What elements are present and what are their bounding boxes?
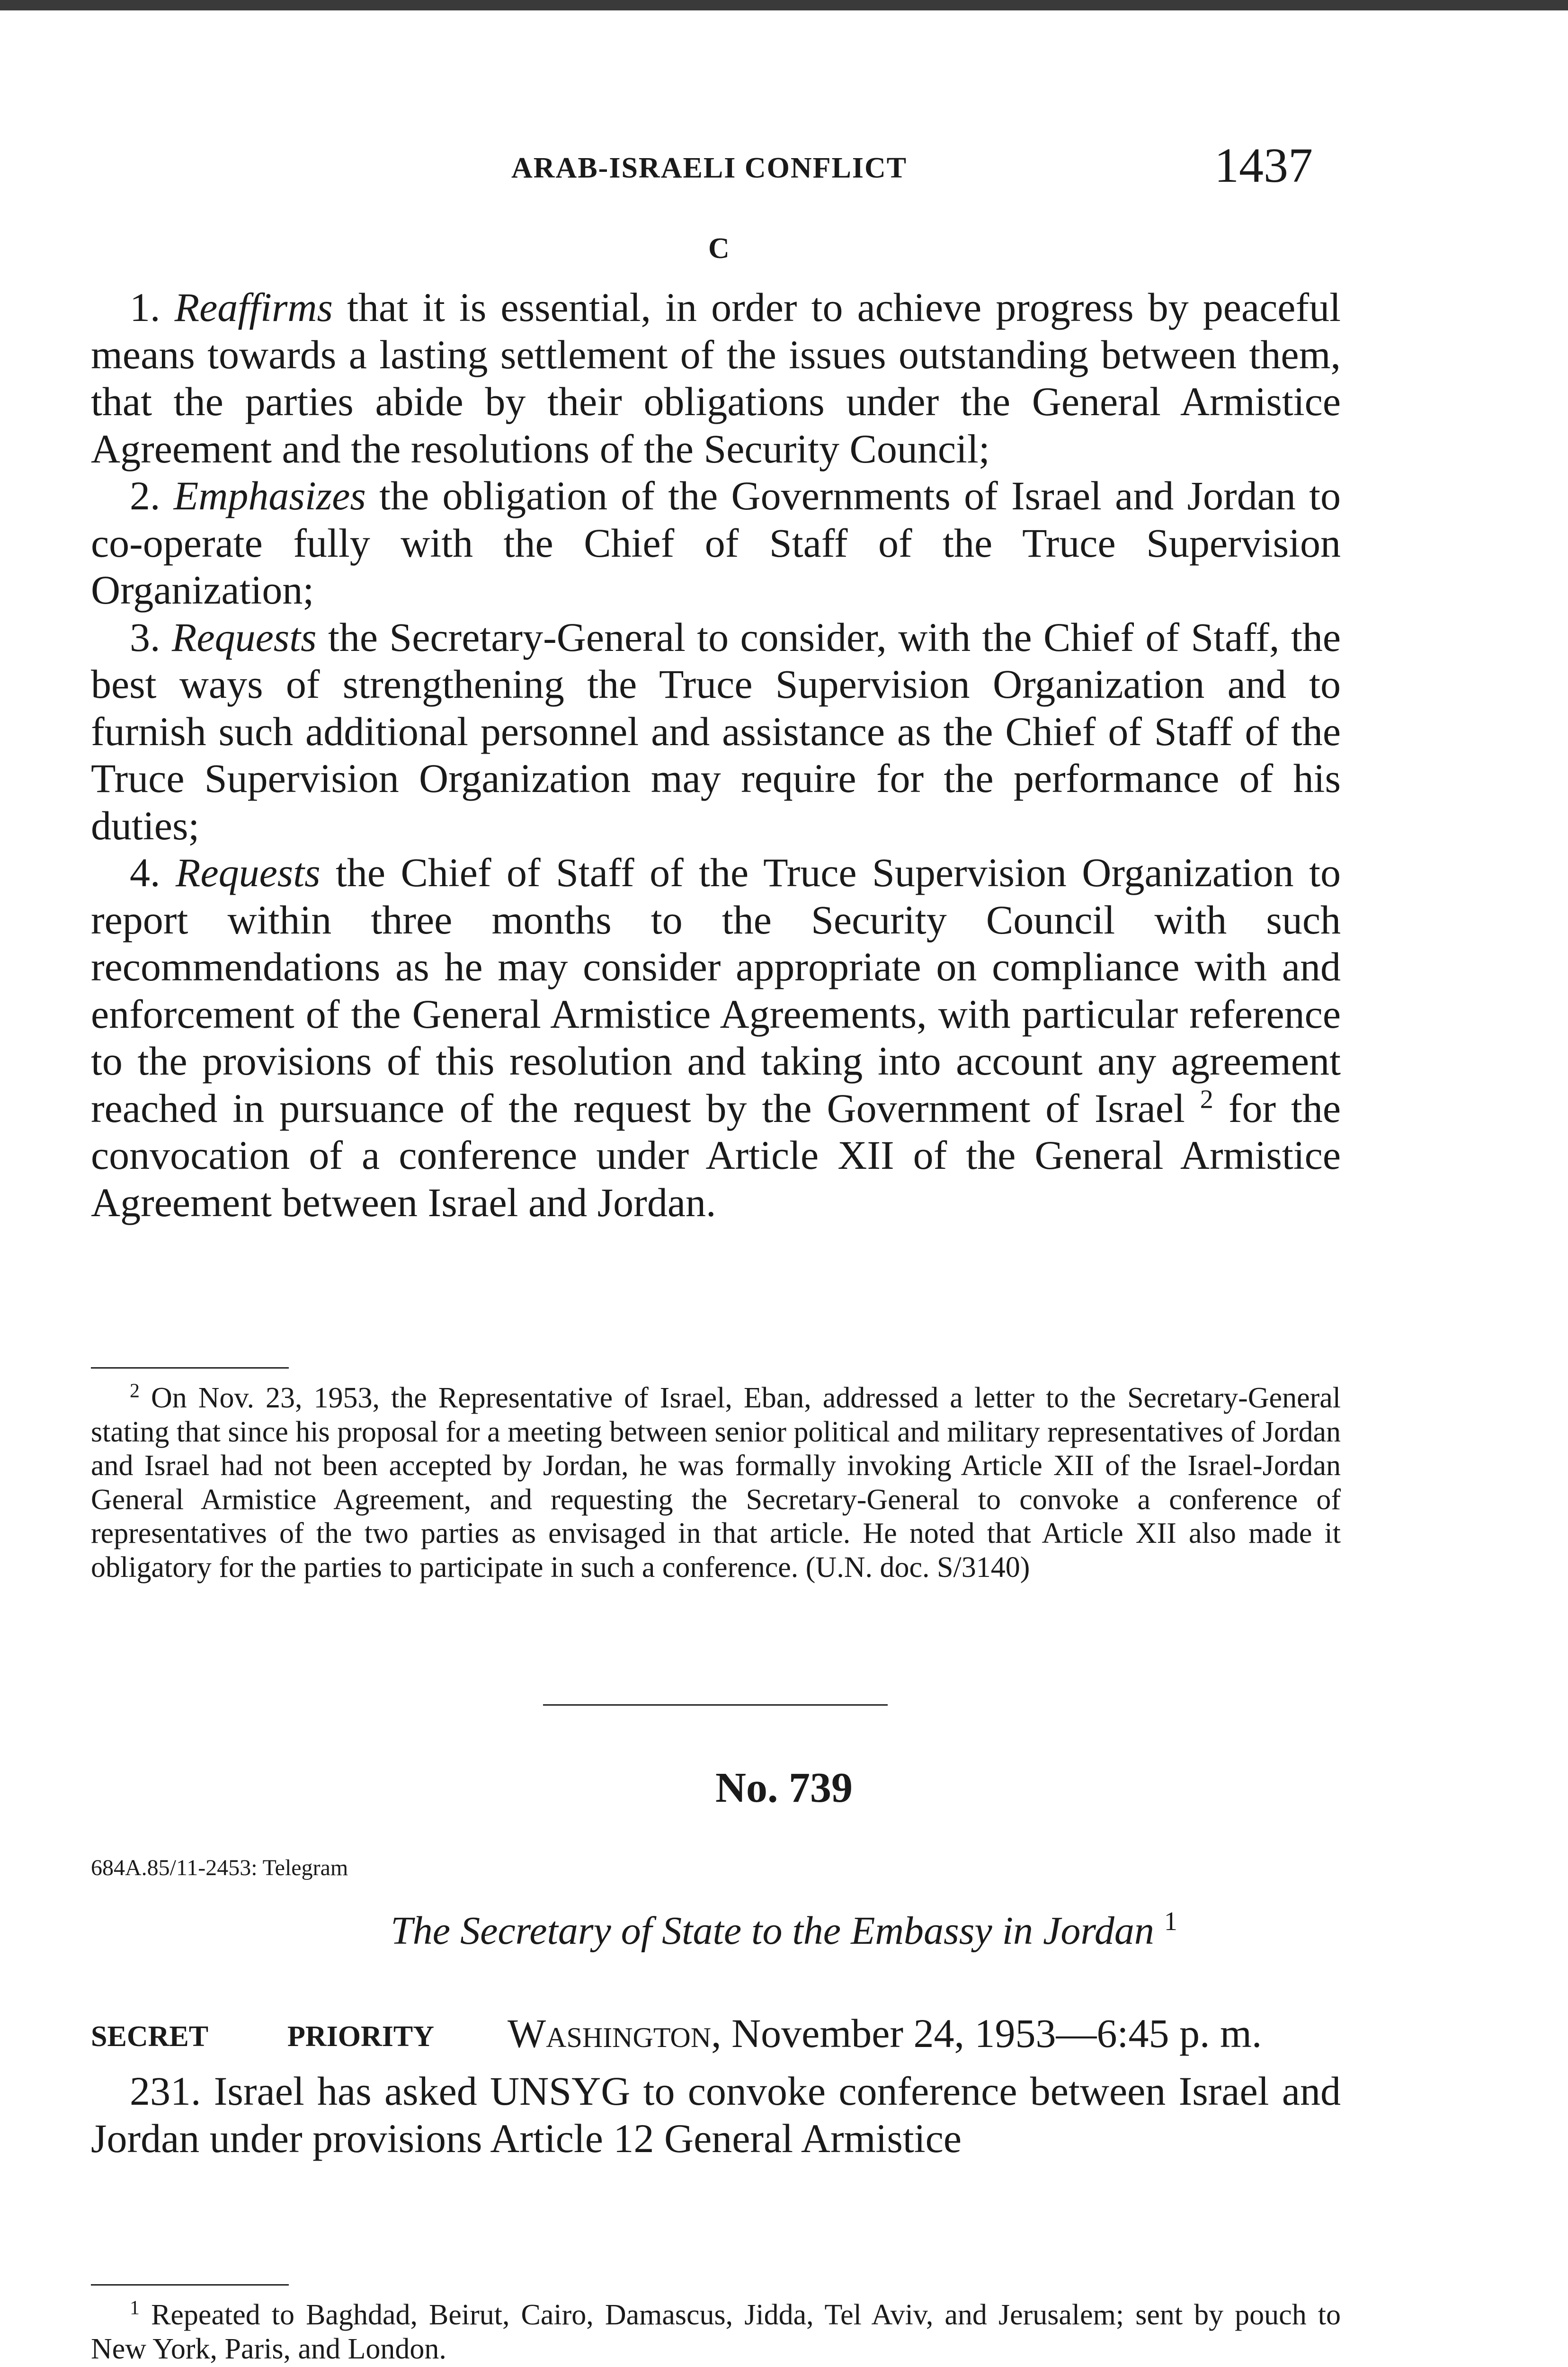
resolution-paragraph-2 — [91, 472, 1341, 614]
resolution-text — [91, 284, 1341, 1226]
document-title — [0, 1908, 1568, 1954]
paragraph-text: that it is essential, in order to achieve progress by peaceful means towards a lasting settlement of the issues outstanding between them, that the parties abide by their obligations under the General Armistice Agreement and the resolutions of the Security Council; — [91, 285, 1341, 472]
footnote-mark: 2 — [130, 1380, 140, 1402]
scan-top-edge — [0, 0, 1568, 10]
footnote-rule — [91, 1367, 289, 1369]
section-divider — [543, 1704, 888, 1706]
page-number: 1437 — [1214, 138, 1313, 193]
paragraph-text: the Chief of Staff of the Truce Supervision Organization to report within three months to the Security Council with such recommendations as he may consider appropriate on compliance with and enforcement of the General Armistice Agreements, with particular reference to the provisions of this resolution and taking into account any agreement reached in pursuance of the request by the Government of Israel — [91, 850, 1341, 1131]
resolution-paragraph-3 — [91, 614, 1341, 850]
paragraph-text: the obligation of the Governments of Israel and Jordan to co-operate fully with the Chief of Staff of the Truce Supervision Organization; — [91, 473, 1341, 613]
paragraph-number: 2. — [130, 473, 160, 518]
operative-verb: Reaffirms — [174, 285, 333, 330]
classification: SECRET — [91, 2020, 209, 2053]
paragraph-text: the Secretary-General to consider, with the Chief of Staff, the best ways of strengthening the Truce Supervision Organization and to furnish such additional personnel and assistance as the Chief of Staff of the Truce Supervision Organization may require for the performance of his duties; — [91, 614, 1341, 848]
file-reference: 684A.85/11-2453: Telegram — [91, 1855, 348, 1880]
footnote-text: On Nov. 23, 1953, the Representative of Israel, Eban, addressed a letter to the Secretary-General stating that since his proposal for a meeting between senior political and military representatives of Jordan and Israel had not been accepted by Jordan, he was formally invoking Article XII of the Israel-Jordan General Armistice Agreement, and requesting the Secretary-General to convoke a conference of representatives of the two parties as envisaged in that article. He noted that Article XII also made it obligatory for the parties to participate in such a conference. (U.N. doc. S/3140) — [91, 1382, 1341, 1584]
footnote-mark: 1 — [130, 2297, 140, 2319]
footnote-rule — [91, 2284, 289, 2286]
operative-verb: Emphasizes — [173, 473, 366, 518]
footnote-1 — [91, 2298, 1341, 2366]
footnote-reference: 2 — [1200, 1084, 1213, 1114]
footnote-text: Repeated to Baghdad, Beirut, Cairo, Damascus, Jidda, Tel Aviv, and Jerusalem; sent by pouch to New York, Paris, and London. — [91, 2299, 1341, 2365]
date: November 24, 1953—6:45 p. m. — [721, 2011, 1262, 2056]
paragraph-number: 1. — [130, 285, 160, 330]
title-text: The Secretary of State to the Embassy in Jordan — [391, 1909, 1154, 1953]
resolution-paragraph-4 — [91, 849, 1341, 1226]
footnote-2 — [91, 1381, 1341, 1584]
section-letter: C — [708, 232, 730, 265]
operative-verb: Requests — [175, 850, 321, 895]
place: Washington, — [508, 2011, 722, 2056]
running-head: ARAB-ISRAELI CONFLICT — [511, 152, 908, 184]
telegram-header-line — [91, 2010, 1341, 2057]
precedence: PRIORITY — [287, 2020, 435, 2053]
operative-verb: Requests — [171, 614, 317, 660]
resolution-paragraph-1 — [91, 284, 1341, 472]
place-and-date — [508, 2010, 1262, 2057]
paragraph-number: 3. — [130, 614, 160, 660]
telegram-body: 231. Israel has asked UNSYG to convoke conference between Israel and Jordan under provisions Article 12 General Armistice — [91, 2068, 1341, 2161]
paragraph-text-continued: for the convocation of a conference under Article XII of the General Armistice Agreement between Israel and Jordan. — [91, 1085, 1341, 1225]
document-number: No. 739 — [715, 1764, 853, 1811]
paragraph-number: 4. — [130, 850, 160, 895]
footnote-reference: 1 — [1164, 1907, 1177, 1936]
